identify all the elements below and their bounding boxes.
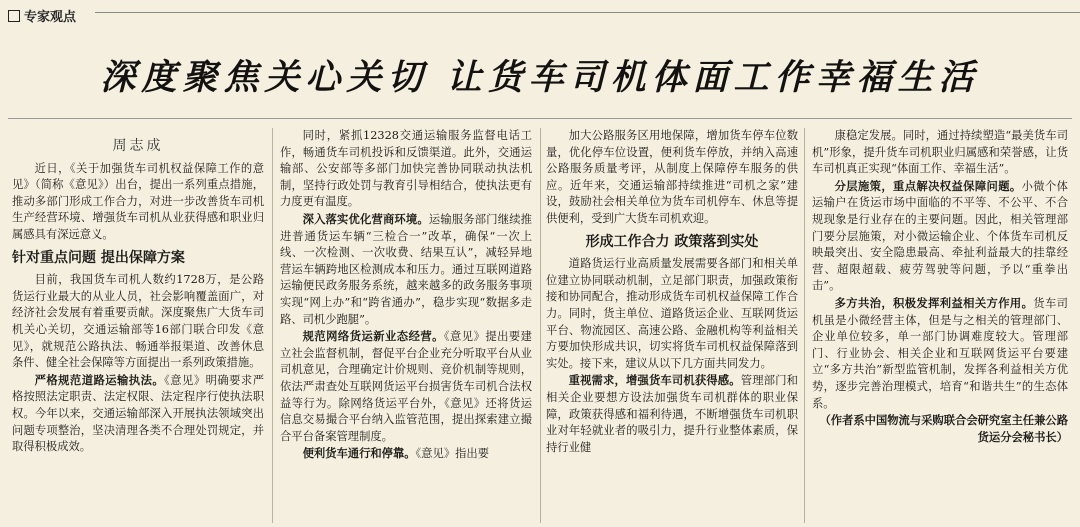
column-divider — [540, 128, 541, 523]
paragraph: 康稳定发展。同时，通过持续塑造“最美货车司机”形象，提升货车司机职业归属感和荣誉感，让货车司机真正实现“体面工作、幸福生活”。 — [812, 129, 1068, 176]
paragraph — [280, 328, 532, 445]
headline-rule — [8, 118, 1072, 119]
paragraph: 目前，我国货车司机人数约1728万，是公路货运行业最大的从业人员，社会影响覆盖面广，对经济社会发展有着重要贡献。深度聚焦广大货车司机关心关切，交通运输部等16部门联合印发《意见》，就规范公路执法、畅通举报渠道、改善休息条件、健全社会保障等方面提出一系列政策措施。 — [12, 273, 264, 370]
paragraph — [812, 178, 1068, 295]
paragraph-text: 运输服务部门继续推进普通货运车辆“三检合一”改革，确保“一次上线、一次检测、一次收费、结果互认”，减轻异地营运车辆跨地区检测成本和压力。通过互联网道路运输便民政务服务系统，越来越多的政务服务事项实现“网上办”和“跨省通办”，稳步实现“数据多走路、司机少跑腿”。 — [280, 212, 532, 326]
lead-phrase: 多方共治，积极发挥利益相关方作用。 — [834, 295, 1034, 310]
paragraph: 近日，《关于加强货车司机权益保障工作的意见》（简称《意见》）出台，提出一系列重点措施，推动多部门形成工作合力，对进一步改善货车司机生产经营环境、增强货车司机从业获得感和职业归属感具有深远意义。 — [12, 161, 264, 241]
paragraph — [280, 445, 532, 463]
subheading: 形成工作合力 政策落到实处 — [585, 233, 759, 250]
paragraph: 道路货运行业高质量发展需要各部门和相关单位建立协同联动机制，立足部门职责，加强政策衔接和协同配合，推动形成货车司机权益保障工作合力。同时，货主单位、道路货运企业、互联网货运平台、物流园区、高速公路、金融机构等利益相关方要加快形成共识，切实将货车司机权益保障落到实处。接下来，建议从以下几方面共同发力。 — [546, 257, 798, 370]
paragraph — [280, 211, 532, 328]
lead-phrase: 分层施策，重点解决权益保障问题。 — [834, 178, 1022, 193]
headline: 深度聚焦关心关切 让货车司机体面工作幸福生活 — [100, 57, 980, 98]
top-rule — [95, 12, 1080, 13]
column-1 — [12, 128, 264, 523]
section-tag — [8, 6, 76, 25]
paragraph-text: 货车司机虽是小微经营主体，但是与之相关的管理部门、企业单位较多，单一部门协调难度较大。管理部门、行业协会、相关企业和互联网货运平台要建立“多方共治”新型监管机制，发挥各利益相关方优势，逐步完善治理模式，培育“和谐共生”的生态体系。 — [812, 296, 1068, 410]
author-note: （作者系中国物流与采购联合会研究室主任兼公路货运分会秘书长） — [819, 413, 1068, 444]
column-divider — [804, 128, 805, 523]
section-label: 专家观点 — [24, 10, 77, 25]
lead-phrase: 重视需求，增强货车司机获得感。 — [568, 373, 741, 388]
column-3 — [546, 128, 798, 523]
lead-phrase: 严格规范道路运输执法。 — [34, 372, 165, 387]
author-name: 周志成 — [112, 138, 164, 154]
paragraph — [812, 295, 1068, 412]
paragraph-text: 《意见》明确要求严格按照法定职责、法定权限、法定程序行使执法职权。今年以来，交通运输部深入开展执法领域突出问题专项整治，坚决清理各类不合理处罚规定，并取得积极成效。 — [12, 373, 264, 454]
paragraph-text: 管理部门和相关企业要想方设法加强货车司机群体的职业保障，政策获得感和福利待遇，不断增强货车司机职业对年轻就业者的吸引力，提升行业整体素质，保持行业健 — [546, 374, 798, 454]
lead-phrase: 规范网络货运新业态经营。 — [302, 329, 444, 344]
paragraph-text: 《意见》提出要建立社会监督机制，督促平台企业充分听取平台从业司机意见，合理确定计价规则、竞价机制等规则，依法严肃查处互联网货运平台损害货车司机合法权益等行为。除网络货运平台外，《意见》还将货运信息交易撮合平台纳入监管范围，提出探索建立撮合平台备案管理制度。 — [280, 330, 532, 443]
lead-phrase: 深入落实优化营商环境。 — [302, 211, 429, 226]
subheading: 针对重点问题 提出保障方案 — [12, 249, 185, 266]
paragraph-text: 《意见》指出要 — [415, 447, 490, 461]
paragraph — [12, 372, 264, 456]
paragraph: 加大公路服务区用地保障，增加货车停车位数量，优化停车位设置，便利货车停放，并纳入高速公路服务质量考评，从制度上保障停车服务的供应。近年来，交通运输部持续推进“司机之家”建设，鼓励社会相关单位为货车司机停车、休息等提供便利，受到广大货车司机欢迎。 — [546, 129, 798, 225]
paragraph: 同时，紧抓12328交通运输服务监督电话工作，畅通货车司机投诉和反馈渠道。此外，交通运输部、公安部等多部门加快完善协同联动执法机制，坚持行政处罚与教育引导相结合，使执法更有力度更有温度。 — [280, 129, 532, 209]
paragraph — [546, 372, 798, 456]
column-2 — [280, 128, 532, 523]
square-icon — [8, 10, 20, 22]
paragraph-text: 小微个体运输户在货运市场中面临的不平等、不公平、不合规现象是行业存在的主要问题。因此，相关管理部门要分层施策，对小微运输企业、个体货车司机反映最突出、安全隐患最高、牵扯利益最大的挂靠经营、超限超载、疲劳驾驶等问题，予以“重拳出击”。 — [812, 179, 1068, 293]
column-4 — [812, 128, 1068, 523]
column-divider — [272, 128, 273, 523]
lead-phrase: 便利货车通行和停靠。 — [302, 446, 416, 461]
